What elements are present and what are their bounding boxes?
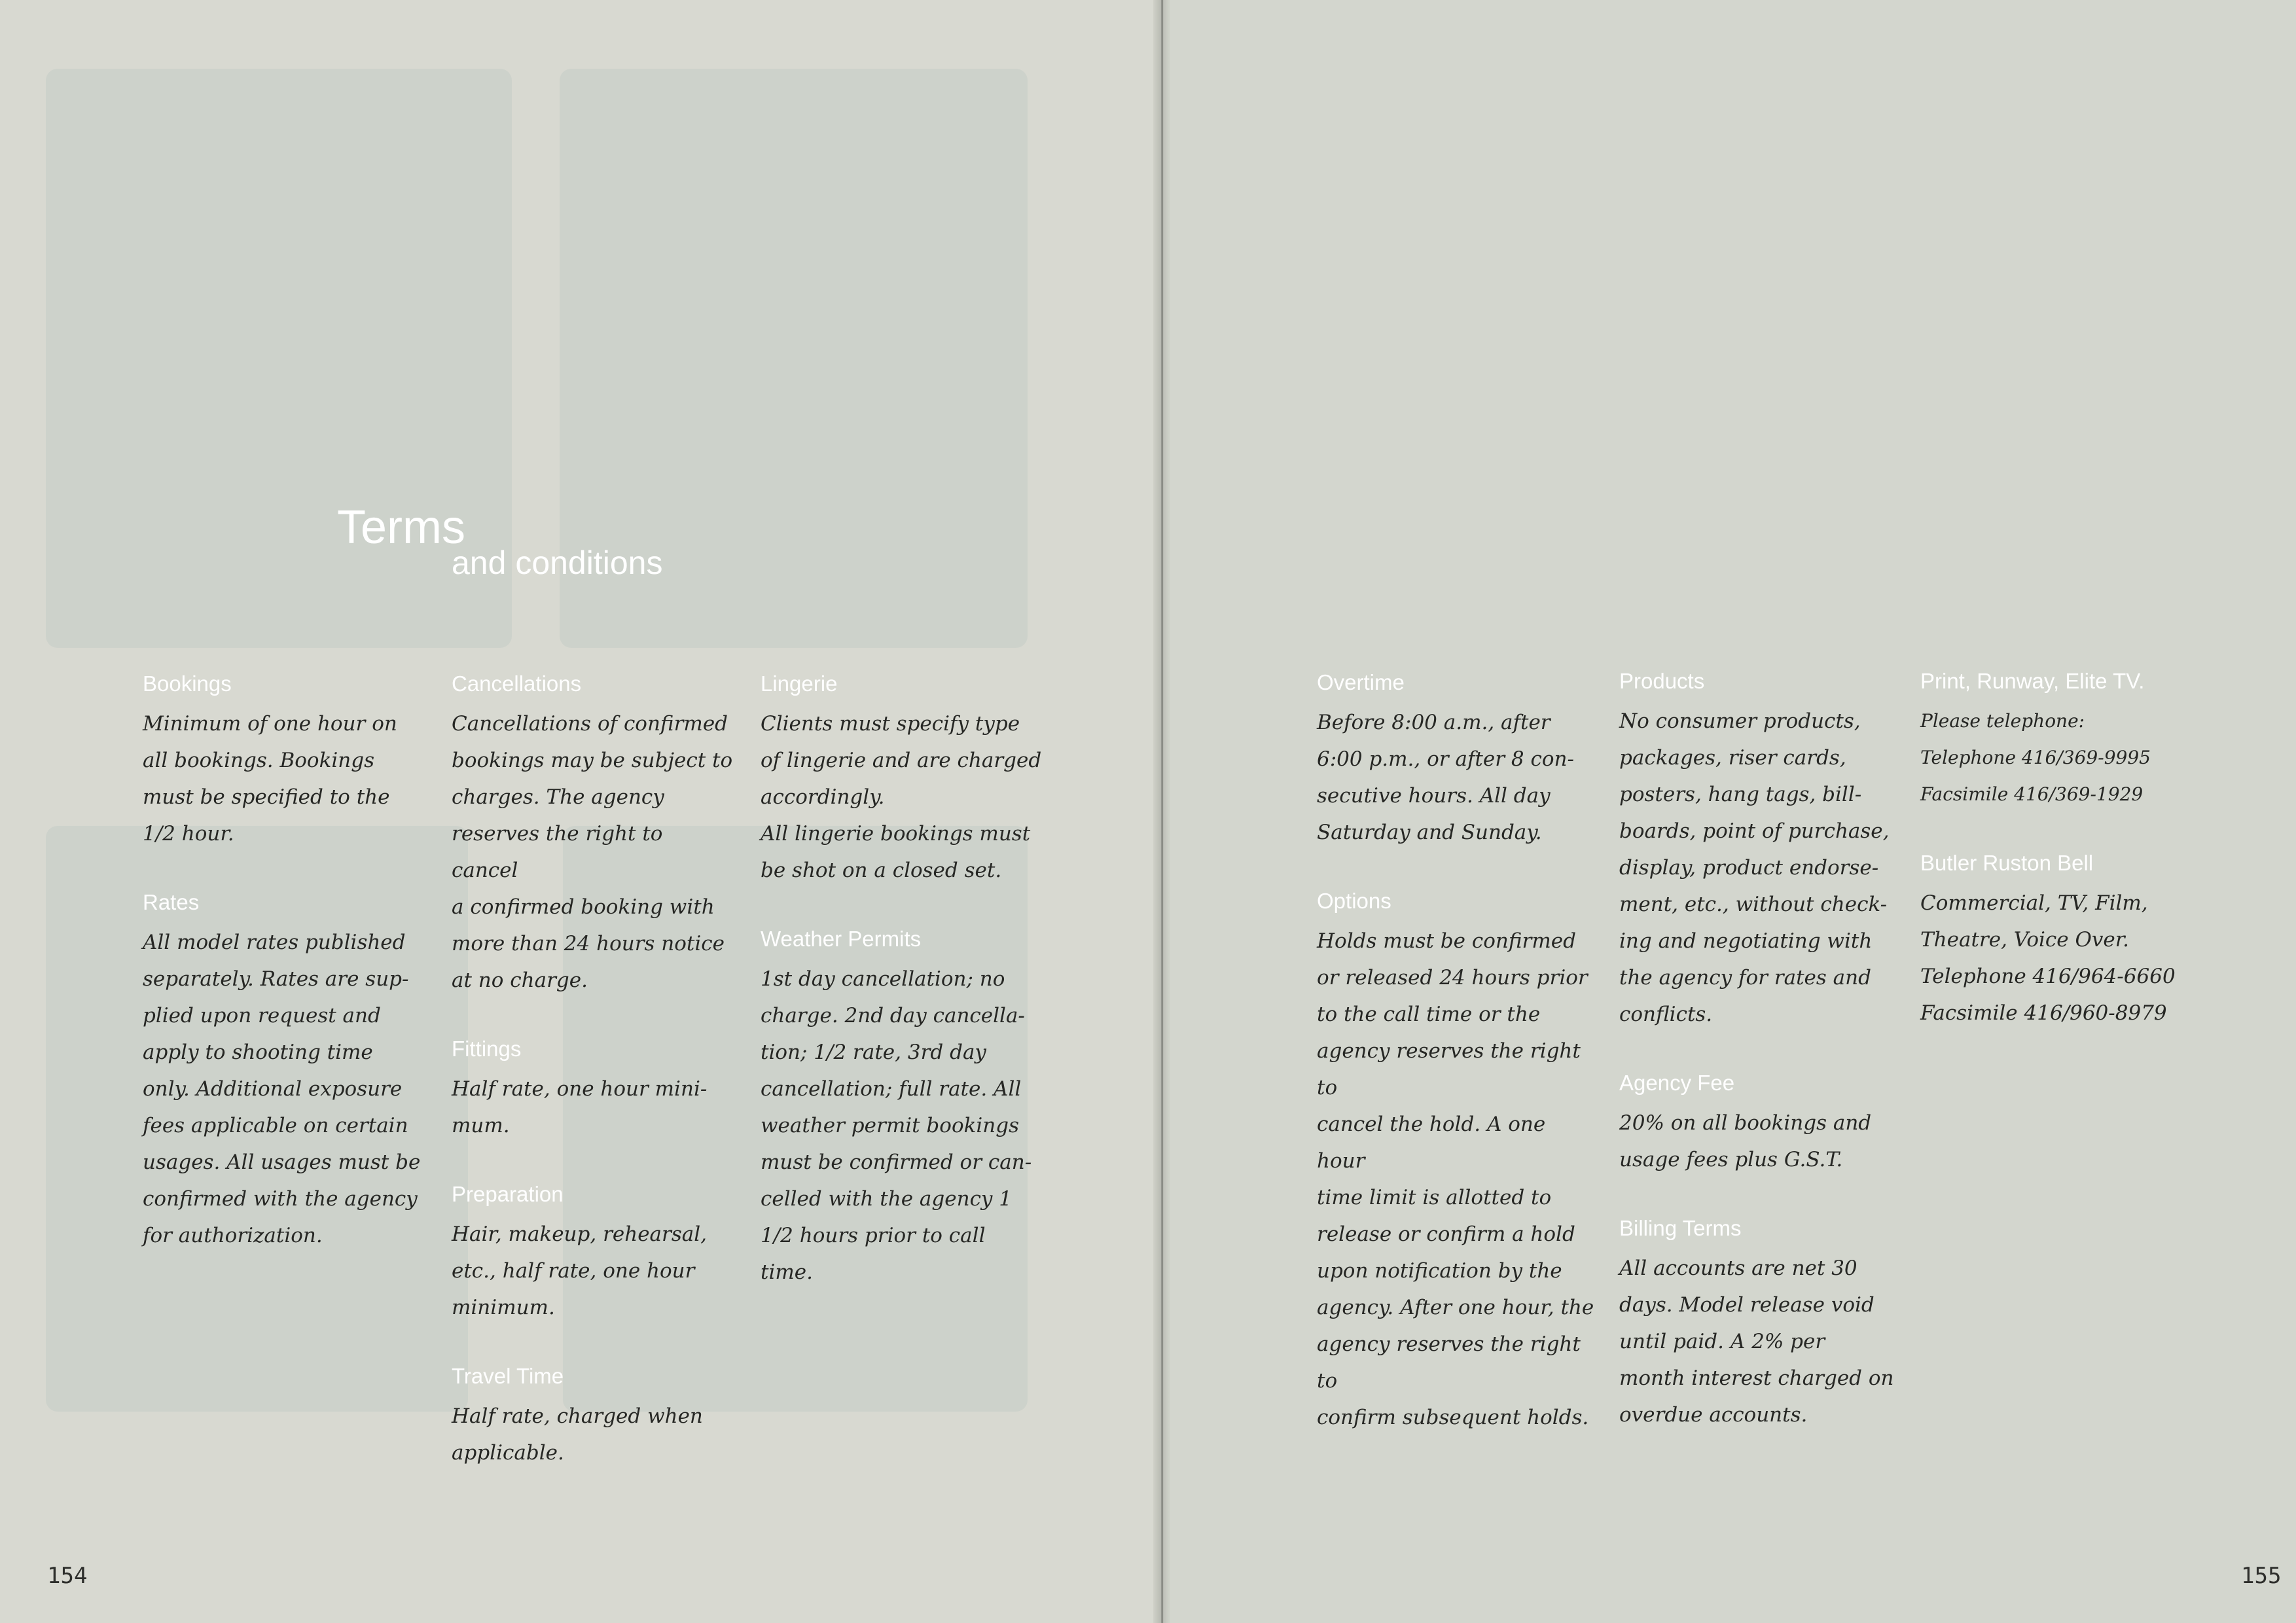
terms-column-2	[452, 670, 733, 1508]
section-overtime	[1317, 669, 1598, 851]
section-heading: Print, Runway, Elite TV.	[1920, 669, 2145, 693]
section-heading: Fittings	[452, 1037, 522, 1061]
section-heading: Bookings	[143, 671, 232, 696]
section-heading: Options	[1317, 889, 1391, 913]
background-panel	[46, 69, 512, 648]
terms-column-4	[1317, 669, 1598, 1472]
section-preparation	[452, 1181, 733, 1326]
section-text: Clients must specify type of lingerie and are charged accordingly. All lingerie bookings must be shot on a closed set.	[761, 712, 1042, 882]
terms-column-3	[761, 670, 1042, 1327]
section-agency-fee	[1619, 1069, 1901, 1178]
section-heading: Billing Terms	[1619, 1216, 1742, 1240]
section-options	[1317, 887, 1598, 1436]
section-text: Before 8:00 a.m., after 6:00 p.m., or after 8 con- secutive hours. All day Saturday and Sunday.	[1317, 711, 1574, 844]
section-heading: Weather Permits	[761, 927, 922, 951]
section-heading: Rates	[143, 890, 200, 914]
section-rates	[143, 889, 424, 1254]
contact-text: Commercial, TV, Film, Theatre, Voice Over. Telephone 416/964-6660 Facsimile 416/960-8979	[1920, 891, 2176, 1025]
section-lingerie	[761, 670, 1042, 889]
section-heading: Cancellations	[452, 671, 582, 696]
section-text: 1st day cancellation; no charge. 2nd day cancella- tion; 1/2 rate, 3rd day cancellation; full rate. All weather permit bookings must be confirmed or can- celled with the agency 1 1/2 hours prior to call time.	[761, 967, 1032, 1284]
page-title: Terms	[337, 501, 465, 554]
section-text: Minimum of one hour on all bookings. Bookings must be specified to the 1/2 hour.	[143, 712, 397, 846]
section-text: No consumer products, packages, riser cards, posters, hang tags, bill- boards, point of purchase, display, product endorse- ment, etc., without check- ing and negotiating with the agency for rates and conflicts.	[1619, 709, 1890, 1026]
contact-text: Please telephone: Telephone 416/369-9995 Facsimile 416/369-1929	[1920, 710, 2151, 805]
section-weather-permits	[761, 925, 1042, 1291]
section-text: All accounts are net 30 days. Model release void until paid. A 2% per month interest charged on overdue accounts.	[1619, 1257, 1894, 1427]
section-heading: Travel Time	[452, 1364, 564, 1388]
page-number-left: 154	[47, 1563, 88, 1589]
section-cancellations	[452, 670, 733, 999]
section-text: Half rate, one hour mini- mum.	[452, 1077, 708, 1137]
section-text: All model rates published separately. Rates are sup- plied upon request and apply to shooting time only. Additional exposure fees applicable on certain usages. All usages must be confirmed with the agency for authorization.	[143, 931, 421, 1247]
section-travel-time	[452, 1363, 733, 1471]
section-print-runway	[1920, 668, 2182, 813]
section-text: Hair, makeup, rehearsal, etc., half rate, one hour minimum.	[452, 1222, 708, 1319]
section-text: Cancellations of confirmed bookings may be subject to charges. The agency reserves the right to cancel a confirmed booking with more than 24 hours notice at no charge.	[452, 712, 733, 992]
section-heading: Agency Fee	[1619, 1071, 1735, 1095]
terms-column-1	[143, 670, 424, 1291]
section-text: 20% on all bookings and usage fees plus G.S.T.	[1619, 1111, 1872, 1171]
section-fittings	[452, 1035, 733, 1144]
section-heading: Butler Ruston Bell	[1920, 851, 2094, 875]
book-gutter	[1153, 0, 1170, 1623]
section-heading: Preparation	[452, 1182, 564, 1206]
page-subtitle: and conditions	[452, 544, 663, 581]
page-number-right: 155	[2241, 1563, 2282, 1589]
section-products	[1619, 668, 1901, 1033]
section-heading: Overtime	[1317, 670, 1405, 694]
section-text: Holds must be confirmed or released 24 hours prior to the call time or the agency reserves the right to cancel the hold. A one hour time limit is allotted to release or confirm a hold upon notification by the agency. After one hour, the agency reserves the right to confirm subsequent holds.	[1317, 929, 1594, 1429]
section-butler-ruston-bell	[1920, 849, 2182, 1031]
section-heading: Products	[1619, 669, 1705, 693]
section-text: Half rate, charged when applicable.	[452, 1404, 703, 1465]
terms-column-5	[1619, 668, 1901, 1470]
section-bookings	[143, 670, 424, 852]
section-heading: Lingerie	[761, 671, 838, 696]
contact-column	[1920, 668, 2182, 1068]
section-billing-terms	[1619, 1215, 1901, 1433]
